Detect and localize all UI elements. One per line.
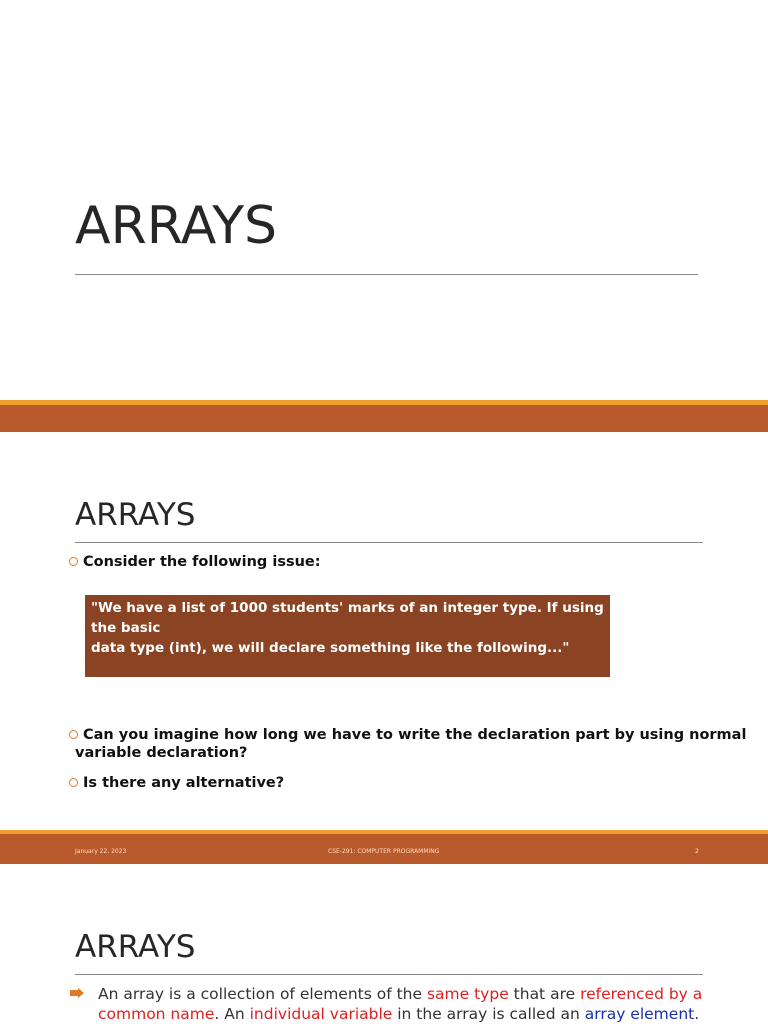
footer-date: January 22, 2023 <box>75 848 127 855</box>
definition-text: An array is a collection of elements of the <box>98 985 427 1003</box>
title-divider <box>75 542 703 543</box>
slide-title: ARRAYS <box>75 929 196 965</box>
bullet-item <box>69 726 746 744</box>
highlight-common-name: referenced by a common name <box>98 985 703 1023</box>
title-divider <box>75 974 703 975</box>
bullet-text: Is there any alternative? <box>83 775 285 791</box>
definition-text: in the array is called an <box>392 1005 585 1023</box>
bullet-text: Can you imagine how long we have to write the declaration part by using normal <box>83 727 747 743</box>
content-slide <box>0 432 768 855</box>
footer-course: CSE-291: COMPUTER PROGRAMMING <box>328 848 440 855</box>
definition-paragraph <box>98 984 708 1024</box>
quote-line: "We have a list of 1000 students' marks of an integer type. If using the basic <box>91 600 604 636</box>
content-slide <box>0 864 768 1024</box>
slide-title: ARRAYS <box>75 196 278 256</box>
circle-bullet-icon <box>69 557 78 566</box>
arrow-bullet-icon <box>70 988 84 998</box>
definition-text: that are <box>508 985 581 1003</box>
bullet-item <box>69 553 321 571</box>
footer-page-number: 2 <box>695 848 699 855</box>
slide-separator-bar <box>0 405 768 432</box>
bullet-text: Consider the following issue: <box>83 554 321 570</box>
quote-line: data type (int), we will declare something like the following..." <box>91 640 570 656</box>
highlight-individual-variable: individual variable <box>249 1005 393 1023</box>
highlight-array-element: array element <box>584 1005 695 1023</box>
circle-bullet-icon <box>69 778 78 787</box>
slide-title: ARRAYS <box>75 497 196 533</box>
bullet-item <box>69 774 284 792</box>
title-divider <box>75 274 698 275</box>
circle-bullet-icon <box>69 730 78 739</box>
definition-text: . <box>694 1005 700 1023</box>
quote-box <box>85 595 610 694</box>
code-line: int studMark0, studMark1, studMark2, ..., studMark999; <box>91 678 468 694</box>
definition-text: . An <box>214 1005 250 1023</box>
bullet-continuation: variable declaration? <box>75 745 248 761</box>
highlight-same-type: same type <box>426 985 509 1003</box>
title-slide <box>0 0 768 400</box>
